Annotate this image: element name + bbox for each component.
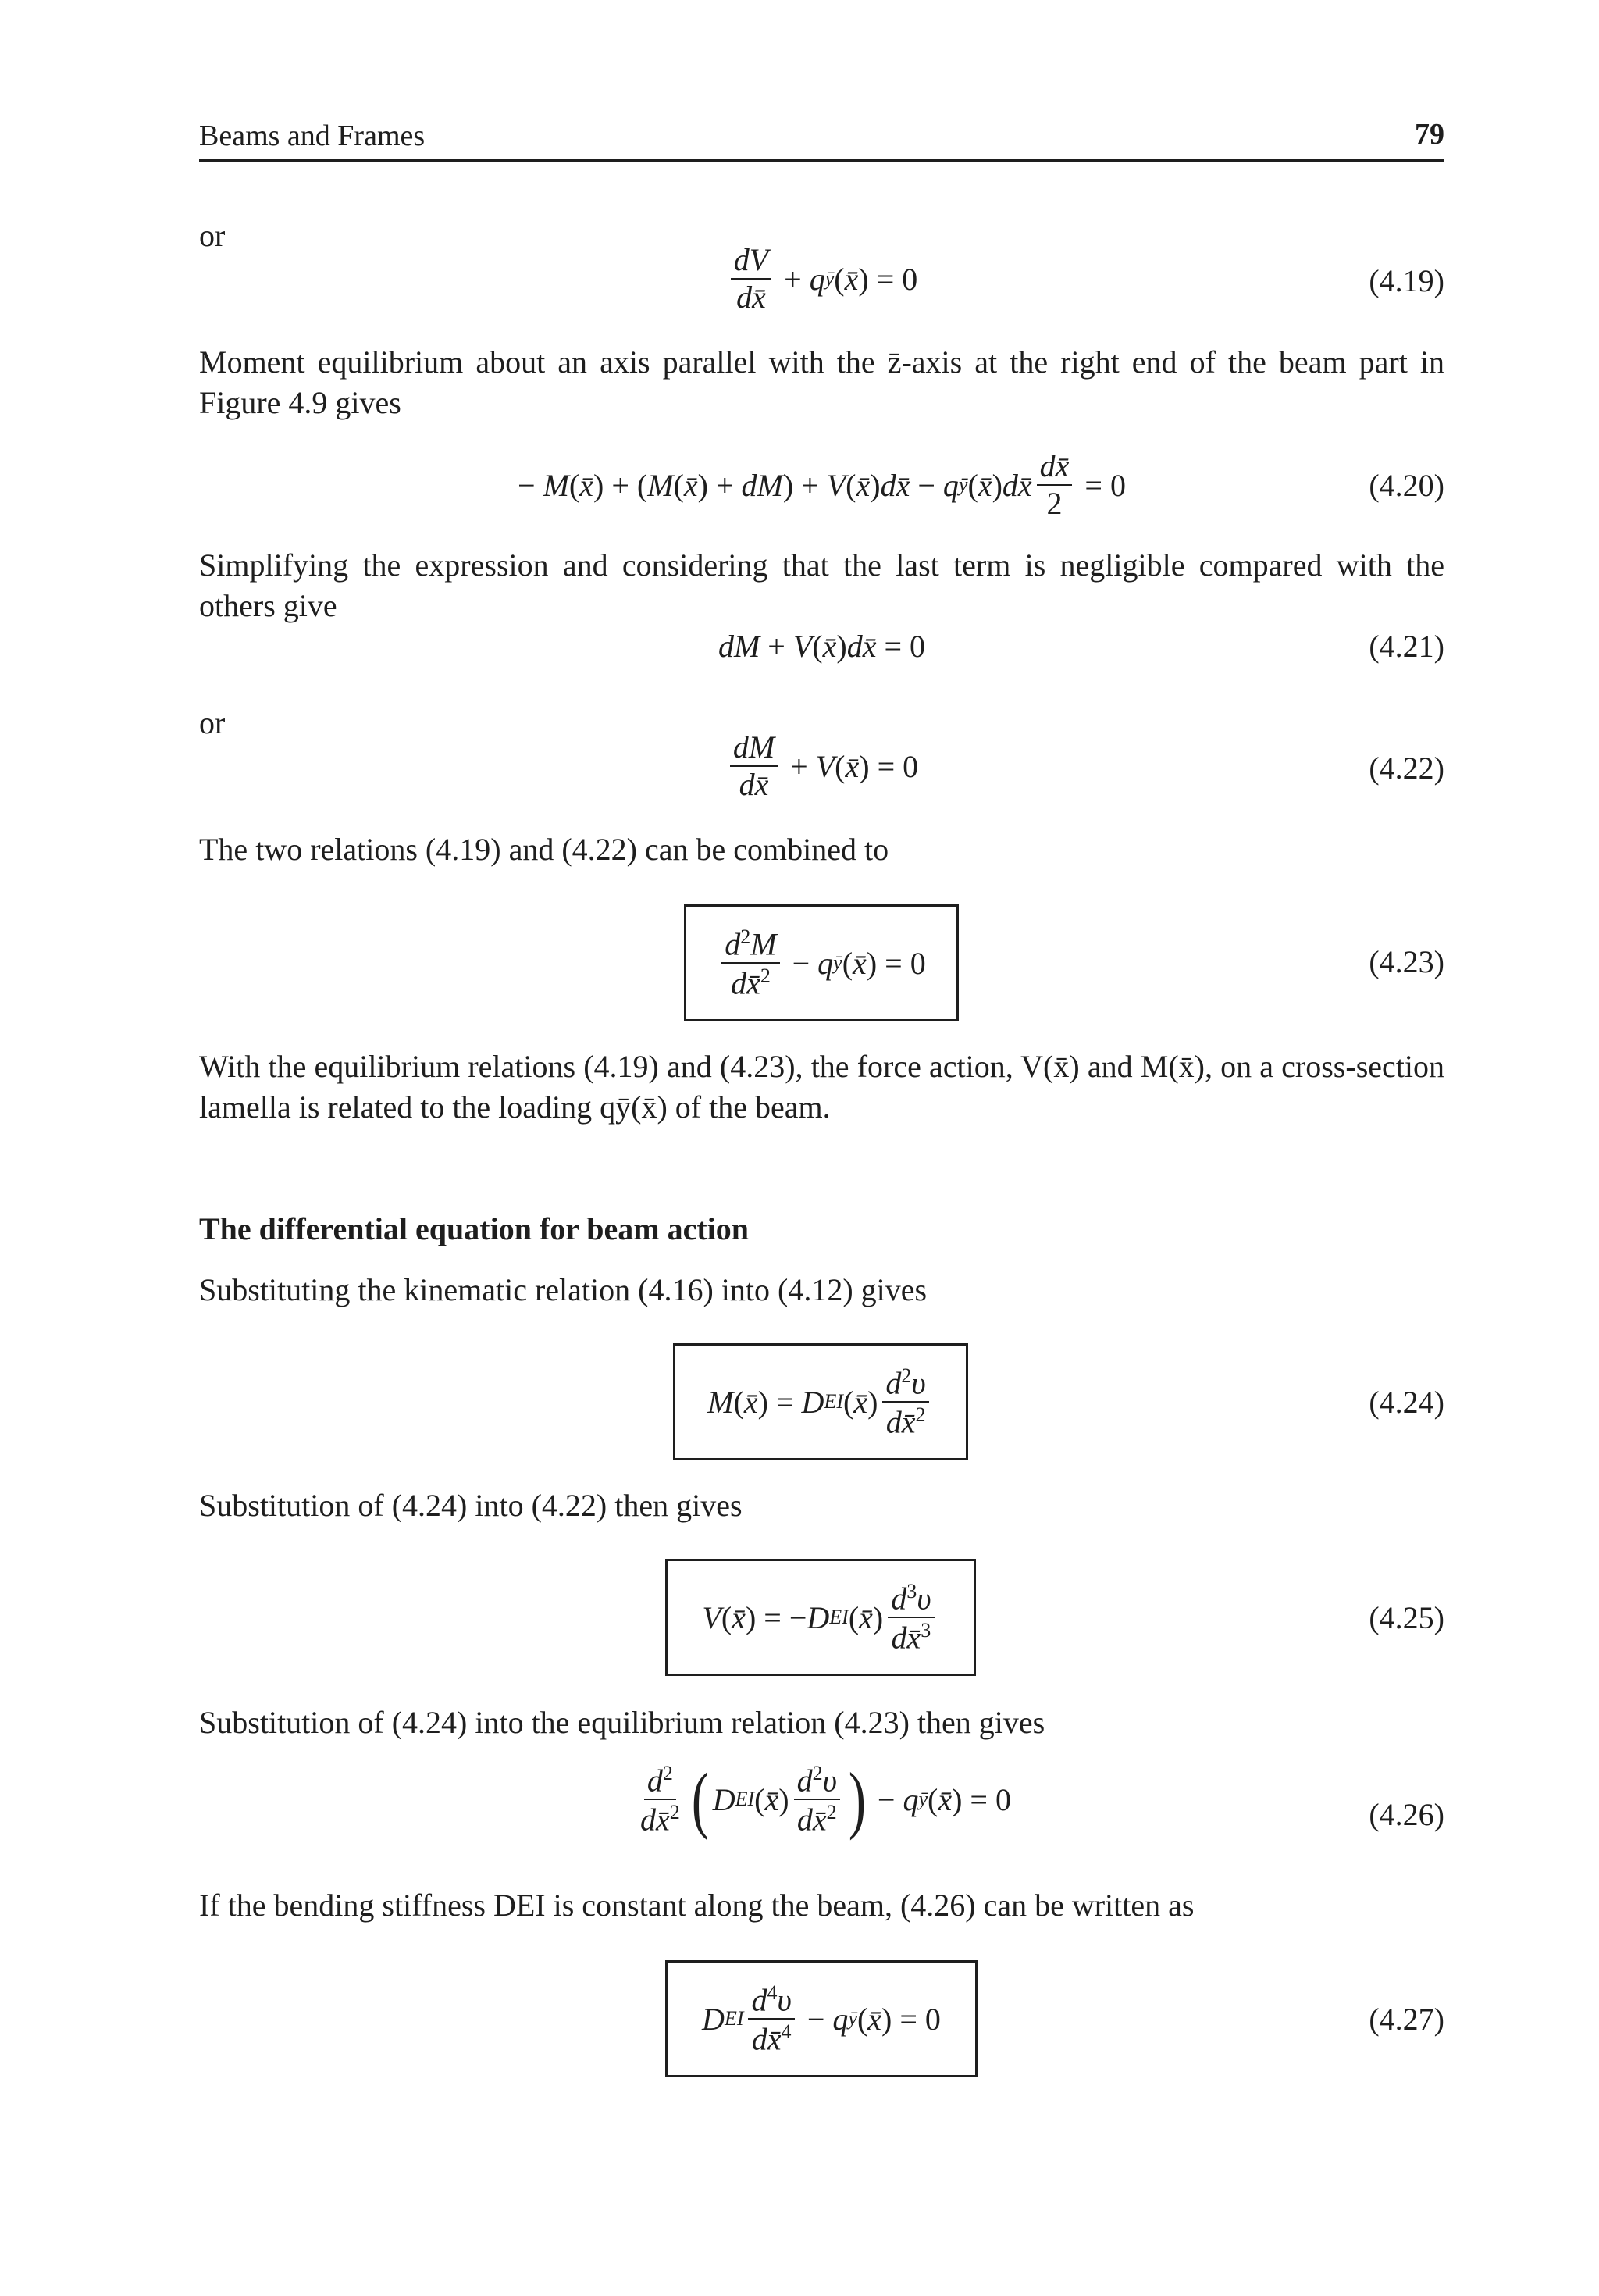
paragraph: Simplifying the expression and considering that the last term is negligible compared with the others give (199, 547, 1444, 623)
section-heading: The differential equation for beam action (199, 1211, 750, 1246)
equation-4-26: $\frac{d^2}{dx̄^2}$ ( D EI ( x̄ ) $\frac{d^2\upsilon}{dx̄^2}$ ) − q ȳ ( x̄ ) = 0 (639, 1757, 1011, 1841)
equation-number: (4.27) (1369, 2002, 1444, 2037)
paragraph: With the equilibrium relations (4.19) and (4.23), the force action, V(x̄) and M(x̄), on a cross-section lamella is related to the loading qȳ(x̄) of the beam. (199, 1049, 1444, 1125)
equation-number: (4.25) (1369, 1600, 1444, 1635)
equation-number: (4.23) (1369, 944, 1444, 979)
connector-or: or (199, 218, 226, 253)
equation-4-21: dM + V ( x̄ ) dx̄ = 0 (718, 629, 926, 664)
equation-4-19: $\frac{dV}{dx̄}$ + q ȳ ( x̄ ) = 0 (199, 244, 1444, 314)
connector-or: or (199, 705, 226, 740)
equation-4-27: D EI $\frac{d^4\upsilon}{dx̄^4}$ − q ȳ ( x̄ ) = 0 (665, 1960, 978, 2077)
equation-number: (4.22) (1369, 750, 1444, 786)
equation-4-23: $\frac{d^2M}{dx̄^2}$ − q ȳ ( x̄ ) = 0 (684, 904, 959, 1021)
equation-number: (4.21) (1369, 629, 1444, 664)
header-rule (199, 159, 1444, 162)
equation-4-24: M ( x̄ ) = D EI ( x̄ ) $\frac{d^2\upsilon}{dx̄^2}$ (673, 1343, 968, 1460)
equation-4-20: − M ( x̄ ) + ( M ( x̄ ) + dM ) + V ( x̄ ) dx̄ − q ȳ ( x̄ ) dx̄ $\frac{dx̄}{2}$ = 0 (518, 448, 1126, 521)
equation-number: (4.20) (1369, 468, 1444, 503)
paragraph: Substituting the kinematic relation (4.16) into (4.12) gives (199, 1272, 928, 1307)
equation-number: (4.26) (1369, 1797, 1444, 1832)
equation-number: (4.19) (1369, 263, 1444, 298)
paragraph: Moment equilibrium about an axis parallel with the z̄-axis at the right end of the beam part in Figure 4.9 gives (199, 344, 1444, 420)
paragraph: Substitution of (4.24) into the equilibrium relation (4.23) then gives (199, 1705, 1045, 1740)
running-title: Beams and Frames (199, 119, 426, 152)
equation-number: (4.24) (1369, 1385, 1444, 1420)
equation-4-22: $\frac{dM}{dx̄}$ + V ( x̄ ) = 0 (199, 731, 1444, 801)
paragraph: The two relations (4.19) and (4.22) can be combined to (199, 832, 889, 867)
equation-4-25: V ( x̄ ) = − D EI ( x̄ ) $\frac{d^3\upsilon}{dx̄^3}$ (665, 1559, 976, 1676)
paragraph: Substitution of (4.24) into (4.22) then gives (199, 1488, 743, 1523)
paragraph: If the bending stiffness DEI is constant along the beam, (4.26) can be written as (199, 1888, 1195, 1923)
page-number: 79 (1415, 118, 1444, 151)
